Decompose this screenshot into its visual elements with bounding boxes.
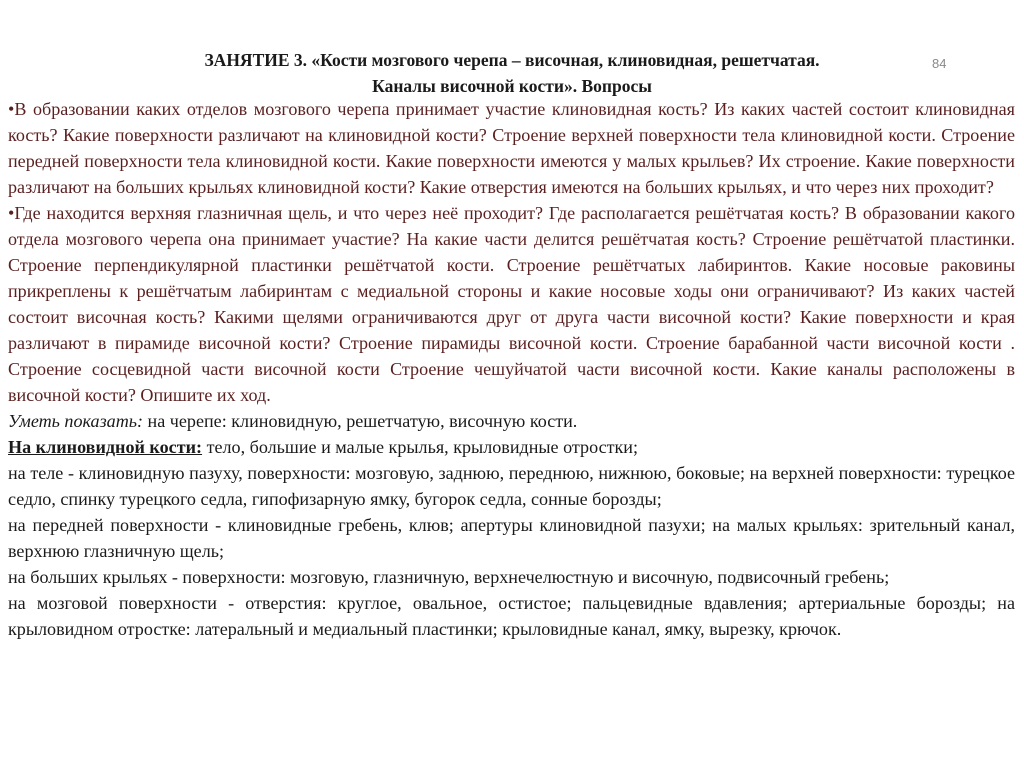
sphenoid-label: На клиновидной кости: — [8, 437, 203, 457]
list-item-3: на больших крыльях - поверхности: мозговую, глазничную, верхнечелюстную и височную, подвисочный гребень; — [8, 567, 890, 587]
title-line-1: ЗАНЯТИЕ 3. «Кости мозгового черепа – височная, клиновидная, решетчатая. — [204, 50, 820, 70]
sphenoid-line — [8, 434, 1015, 460]
list-item-2: на передней поверхности - клиновидные гребень, клюв; апертуры клиновидной пазухи; на малых крыльях: зрительный канал, верхнюю глазничную щель; — [8, 515, 1015, 561]
show-label: Уметь показать: — [8, 411, 144, 431]
show-section — [8, 408, 1015, 642]
slide-title — [0, 47, 1024, 99]
title-line-2: Каналы височной кости». Вопросы — [372, 76, 652, 96]
show-text: на черепе: клиновидную, решетчатую, височную кости. — [143, 411, 578, 431]
list-item-4: на мозговой поверхности - отверстия: круглое, овальное, остистое; пальцевидные вдавления; артериальные борозды; на крыловидном отростке: латеральный и медиальный пластинки; крыловидные канал, ямку, вырезку, крючок. — [8, 593, 1015, 639]
sphenoid-text: тело, большие и малые крылья, крыловидные отростки; — [202, 437, 639, 457]
question-paragraph-1: •В образовании каких отделов мозгового черепа принимает участие клиновидная кость? Из каких частей состоит клиновидная кость? Какие поверхности различают на клиновидной кости? Строение верхней поверхности тела клиновидной кости. Строение передней поверхности тела клиновидной кости. Какие поверхности имеются у малых крыльев? Их строение. Какие поверхности различают на больших крыльях клиновидной кости? Какие отверстия имеются на больших крыльях, и что через них проходит? — [8, 99, 1015, 197]
list-item-1: на теле - клиновидную пазуху, поверхности: мозговую, заднюю, переднюю, нижнюю, боковые; на верхней поверхности: турецкое седло, спинку турецкого седла, гипофизарную ямку, бугорок седла, сонные борозды; — [8, 463, 1015, 509]
page-number: 84 — [932, 56, 947, 71]
slide-body — [8, 96, 1015, 642]
question-paragraph-2: •Где находится верхняя глазничная щель, и что через неё проходит? Где располагается решётчатая кость? В образовании какого отдела мозгового черепа она принимает участие? На какие части делится решётчатая кость? Строение решётчатой пластинки. Строение перпендикулярной пластинки решётчатой кости. Строение решётчатых лабиринтов. Какие носовые раковины прикреплены к решётчатым лабиринтам с медиальной стороны и какие носовые ходы они ограничивают? Из каких частей состоит височная кость? Какими щелями ограничиваются друг от друга части височной кости? Какие поверхности и края различают в пирамиде височной кости? Строение пирамиды височной кости. Строение барабанной части височной кости . Строение сосцевидной части височной кости Строение чешуйчатой части височной кости. Какие каналы расположены в височной кости? Опишите их ход. — [8, 203, 1015, 405]
show-line — [8, 408, 1015, 434]
